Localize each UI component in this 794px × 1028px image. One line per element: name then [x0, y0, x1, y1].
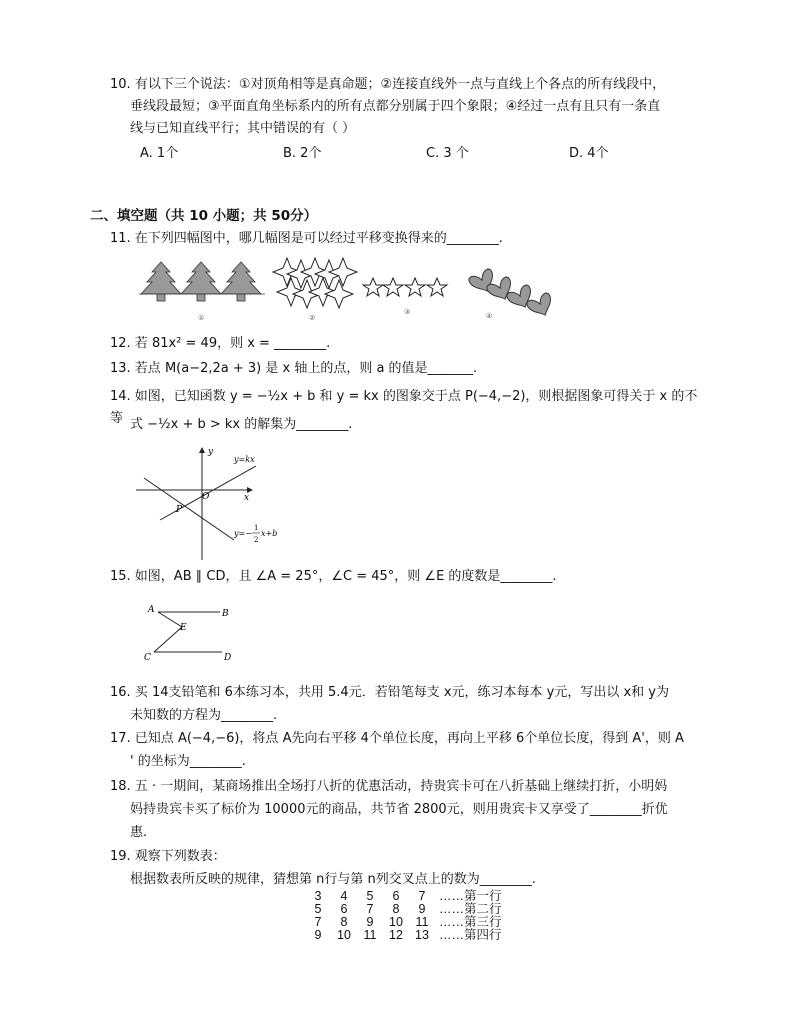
q10-option-a[interactable]: A. 1个 [140, 146, 179, 161]
y-axis-label: y [208, 447, 214, 457]
label-a: A [148, 605, 155, 615]
q11-caption-2: ② [309, 314, 316, 322]
five-point-star-figure [363, 278, 447, 296]
segment-ae [158, 612, 182, 627]
table-cell: 8 [340, 915, 348, 929]
q12-text: 12. 若 81x² = 49，则 x = ________. [110, 336, 331, 351]
line2-frac-den: 2 [254, 536, 259, 544]
line-y-neg-half-x-b [144, 478, 234, 540]
four-point-star-figure [273, 258, 357, 308]
table-cell: 5 [314, 902, 322, 916]
label-b: B [222, 609, 229, 619]
q15-text: 15. 如图，AB ∥ CD，且 ∠A = 25°，∠C = 45°，则 ∠E 的度数是________. [110, 569, 557, 584]
q10-option-d[interactable]: D. 4个 [569, 146, 609, 161]
q13-text: 13. 若点 M(a−2,2a + 3) 是 x 轴上的点，则 a 的值是_______. [110, 361, 478, 376]
table-cell: 9 [366, 915, 374, 929]
q10-option-c[interactable]: C. 3 个 [426, 146, 469, 161]
q17-line2: ' 的坐标为________. [130, 754, 246, 769]
table-cell: 9 [314, 928, 322, 942]
q19-line2: 根据数表所反映的规律，猜想第 n行与第 n列交叉点上的数为________. [130, 872, 536, 887]
table-cell: 11 [363, 928, 377, 942]
point-p-label: P [176, 505, 183, 515]
table-cell: 7 [366, 902, 374, 916]
q10 [110, 74, 710, 140]
q11-caption-3: ③ [404, 308, 411, 316]
row-label: ……第一行 [439, 889, 502, 903]
table-cell: 8 [392, 902, 400, 916]
tree-figure [139, 262, 265, 301]
table-cell: 5 [366, 889, 374, 903]
q10-line1-text: 有以下三个说法：①对顶角相等是真命题；②连接直线外一点与直线上个各点的所有线段中， [134, 77, 666, 92]
q18-line2: 妈持贵宾卡买了标价为 10000元的商品，共节省 2800元，则用贵宾卡又享受了________折优 [130, 802, 668, 817]
q14-line1: 14. 如图，已知函数 y = −½x + b 和 y = kx 的图象交于点 P(−4,−2)，则根据图象可得关于 x 的不等 [110, 389, 698, 426]
q16-line2: 未知数的方程为________. [130, 708, 278, 723]
line2-label-prefix: y=− [234, 529, 252, 538]
table-cell: 3 [314, 889, 322, 903]
number-table [305, 890, 502, 942]
q10-num: 10. [110, 77, 131, 92]
table-row [305, 929, 502, 942]
table-cell: 12 [389, 928, 403, 942]
q14-line2: 式 −½x + b > kx 的解集为________. [130, 417, 353, 432]
x-axis-label: x [244, 493, 250, 503]
table-cell: 6 [392, 889, 400, 903]
q18-line3: 惠. [130, 825, 148, 840]
q17-line1: 17. 已知点 A(−4,−6)，将点 A先向右平移 4个单位长度，再向上平移 6个单位长度，得到 A'，则 A [110, 731, 684, 746]
table-cell: 11 [415, 915, 429, 929]
q10-line3: 线与已知直线平行；其中错误的有（ ） [130, 121, 356, 136]
row-label: ……第四行 [439, 928, 502, 942]
q15-figure [140, 598, 250, 668]
q11-caption-4: ④ [486, 312, 493, 320]
label-d: D [224, 653, 232, 663]
q14-graph [130, 442, 300, 562]
label-e: E [180, 623, 187, 633]
heart-figure [468, 268, 557, 320]
table-cell: 10 [389, 915, 403, 929]
q11-text: 11. 在下列四幅图中，哪几幅图是可以经过平移变换得来的________. [110, 231, 503, 246]
table-cell: 10 [337, 928, 351, 942]
table-cell: 4 [340, 889, 348, 903]
label-c: C [144, 653, 151, 663]
section-title: 二、填空题（共 10 小题；共 50分） [90, 208, 318, 224]
line2-label-tail: x+b [261, 529, 278, 538]
table-cell: 13 [415, 928, 429, 942]
row-label: ……第三行 [439, 915, 502, 929]
row-label: ……第二行 [439, 902, 502, 916]
q18-line1: 18. 五 · 一期间，某商场推出全场打八折的优惠活动，持贵宾卡可在八折基础上继续打折，小明妈 [110, 779, 668, 794]
q10-option-b[interactable]: B. 2个 [283, 146, 322, 161]
table-cell: 9 [418, 902, 426, 916]
q10-line2: 垂线段最短；③平面直角坐标系内的所有点都分别属于四个象限；④经过一点有且只有一条直 [130, 99, 661, 114]
table-cell: 6 [340, 902, 348, 916]
q19-line1: 19. 观察下列数表： [110, 849, 226, 864]
q16-line1: 16. 买 14支铅笔和 6本练习本，共用 5.4元．若铅笔每支 x元，练习本每本 y元，写出以 x和 y为 [110, 685, 669, 700]
table-cell: 7 [314, 915, 322, 929]
segment-ec [154, 627, 182, 652]
q11-caption-1: ① [198, 314, 205, 322]
origin-label: O [202, 492, 210, 502]
table-cell: 7 [418, 889, 426, 903]
line-kx-label: y=kx [234, 455, 255, 464]
line2-frac-num: 1 [254, 524, 259, 532]
